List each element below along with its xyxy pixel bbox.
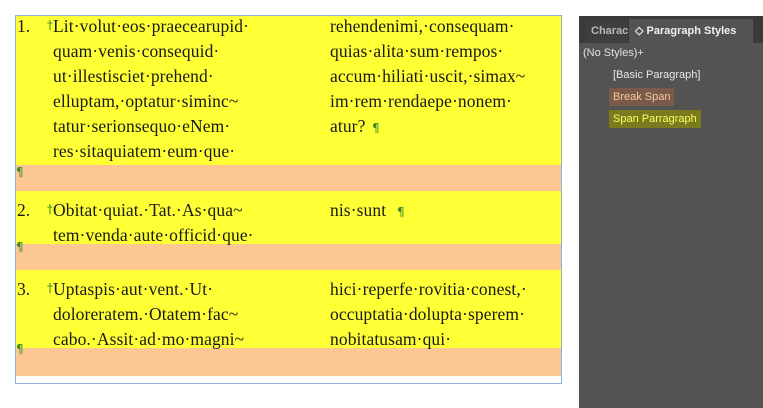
row-1-right-line: atur?	[330, 116, 366, 136]
row-3-start-mark: †	[47, 281, 53, 295]
row-3-right-line: hici·reperfe·rovitia·conest,·	[330, 279, 527, 299]
row-1-left-line: elluptam,·optatur·siminc~	[53, 91, 239, 111]
pilcrow-icon: ¶	[16, 165, 24, 179]
row-2-number: 2.	[17, 200, 31, 220]
row-1-right-line: im·rem·rendaepe·nonem·	[330, 91, 512, 111]
row-1-left-line: Lit·volut·eos·praecearupid·	[53, 16, 250, 36]
row-3-right-line: occuptatia·dolupta·sperem·	[330, 304, 526, 324]
row-2-span-bg	[16, 244, 562, 270]
row-1-right-line: quias·alita·sum·rempos·	[330, 41, 504, 61]
row-1-right-line: accum·hiliati·uscit,·simax~	[330, 66, 526, 86]
style-basic-paragraph[interactable]: [Basic Paragraph]	[613, 69, 701, 81]
row-1-left-line: ut·illestisciet·prehend·	[53, 66, 214, 86]
row-2-right-line: nis·sunt	[330, 200, 387, 220]
row-1-left-line: res·sitaquiatem·eum·que·	[53, 141, 236, 161]
pilcrow-icon: ¶	[372, 121, 380, 135]
row-1-left-line: tatur·serionsequo·eNem·	[53, 116, 231, 136]
row-1-start-mark: †	[47, 18, 53, 32]
row-1-left-line: quam·venis·consequid·	[53, 41, 220, 61]
tab-paragraph-styles[interactable]: ◇ Paragraph Styles	[629, 19, 753, 43]
row-2-left-line: Obitat·quiat.·Tat.·As·qua~	[53, 200, 243, 220]
row-3-left-line: Uptaspis·aut·vent.·Ut·	[53, 279, 214, 299]
row-2-left-line: tem·venda·aute·officid·que·	[53, 225, 254, 245]
row-1-right-line: rehendenimi,·consequam·	[330, 16, 515, 36]
no-styles-label[interactable]: (No Styles)+	[583, 47, 644, 59]
style-break-span[interactable]: Break Span	[609, 88, 674, 106]
row-2-start-mark: †	[47, 202, 53, 216]
paragraph-styles-panel	[579, 16, 763, 408]
tab-character-styles[interactable]: Charac	[585, 21, 627, 42]
pilcrow-icon: ¶	[16, 342, 24, 356]
row-3-right-line: nobitatusam·qui·	[330, 329, 452, 349]
pilcrow-icon: ¶	[16, 240, 24, 254]
row-3-span-bg	[16, 348, 562, 376]
style-span-parragraph[interactable]: Span Parragraph	[609, 110, 701, 128]
pilcrow-icon: ¶	[397, 205, 405, 219]
row-1-span-bg	[16, 165, 562, 191]
row-3-number: 3.	[17, 279, 31, 299]
row-3-left-line: cabo.·Assit·ad·mo·magni~	[53, 329, 245, 349]
row-3-left-line: doloreratem.·Otatem·fac~	[53, 304, 239, 324]
row-1-number: 1.	[17, 16, 31, 36]
